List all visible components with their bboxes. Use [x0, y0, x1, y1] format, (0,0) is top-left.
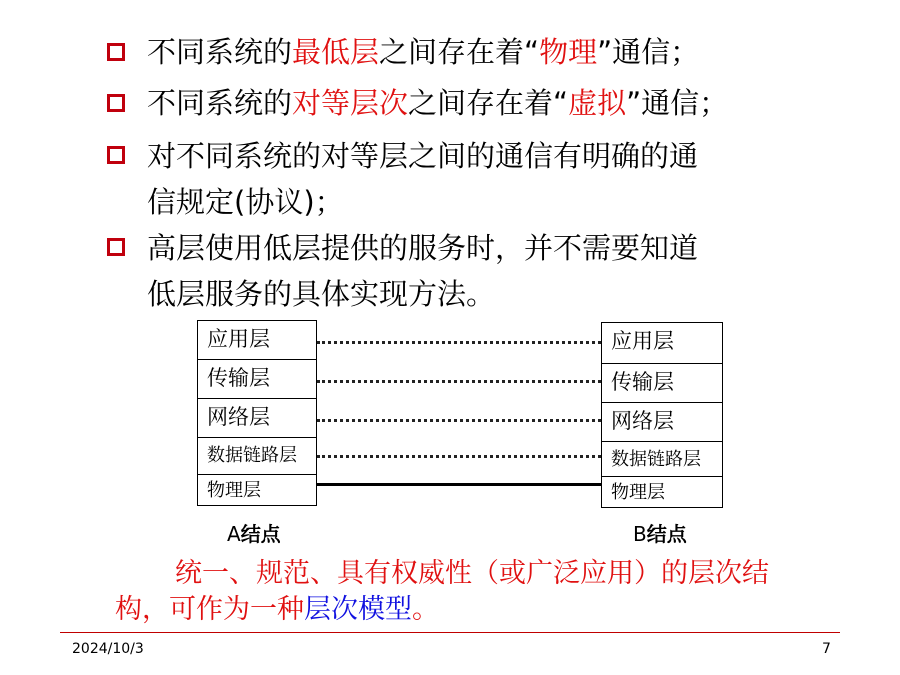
right-layer-physical: 物理层	[601, 476, 723, 508]
bullet-1-text: 不同系统的最低层之间存在着“物理”通信；	[147, 35, 700, 69]
bullet-3-line-2: 信规定(协议)；	[147, 185, 344, 219]
bullet-square-icon	[107, 43, 125, 61]
left-layer-datalink: 数据链路层	[197, 437, 317, 475]
summary-line-2: 构，可作为一种层次模型。	[115, 594, 439, 625]
footer-divider	[60, 632, 840, 633]
left-layer-transport: 传输层	[197, 359, 317, 399]
right-layer-application: 应用层	[601, 322, 723, 364]
node-a-label: A结点	[227, 522, 281, 546]
left-layer-application: 应用层	[197, 320, 317, 360]
footer-page-number: 7	[822, 641, 831, 657]
right-layer-network: 网络层	[601, 402, 723, 442]
left-layer-physical: 物理层	[197, 474, 317, 506]
summary-line-1: 统一、规范、具有权威性（或广泛应用）的层次结	[175, 558, 769, 589]
footer-date: 2024/10/3	[72, 641, 144, 657]
right-layer-transport: 传输层	[601, 363, 723, 403]
peer-link-application	[317, 341, 601, 344]
peer-link-network	[317, 419, 601, 422]
physical-link	[317, 483, 601, 486]
bullet-square-icon	[107, 94, 125, 112]
bullet-3-line-1: 对不同系统的对等层之间的通信有明确的通	[147, 139, 699, 173]
bullet-square-icon	[107, 146, 125, 164]
left-layer-network: 网络层	[197, 398, 317, 438]
peer-link-datalink	[317, 455, 601, 458]
bullet-2-text: 不同系统的对等层次之间存在着“虚拟”通信；	[147, 86, 729, 120]
right-layer-datalink: 数据链路层	[601, 441, 723, 477]
bullet-4-line-1: 高层使用低层提供的服务时，并不需要知道	[147, 231, 699, 265]
node-b-label: B结点	[633, 522, 687, 546]
bullet-square-icon	[107, 238, 125, 256]
bullet-4-line-2: 低层服务的具体实现方法。	[147, 277, 496, 311]
peer-link-transport	[317, 380, 601, 383]
